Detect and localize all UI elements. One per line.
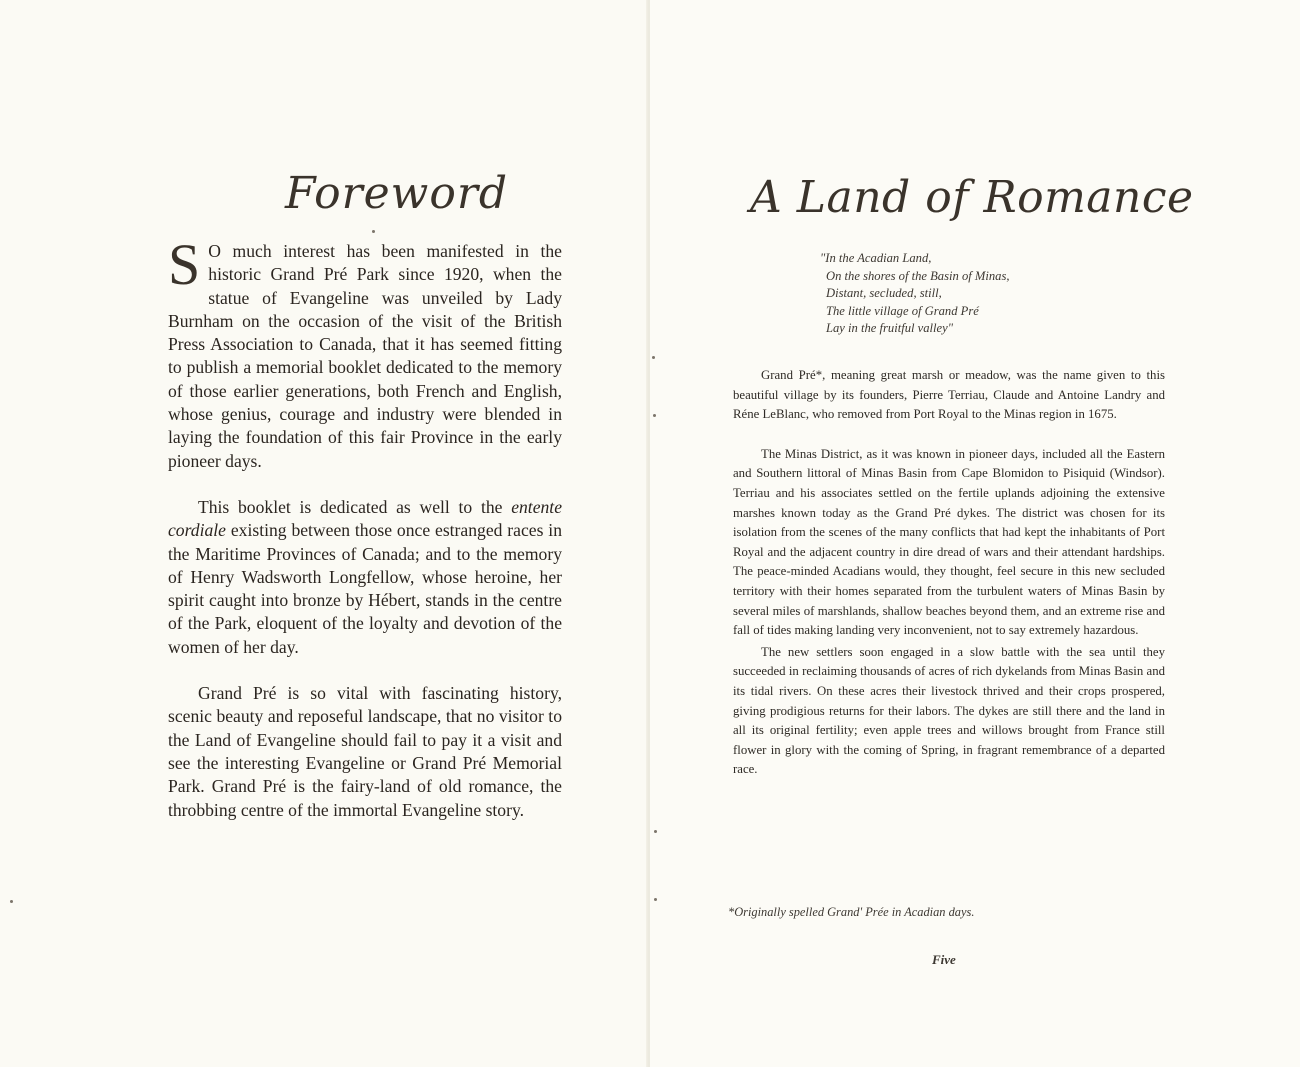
print-speck <box>10 900 13 903</box>
drop-cap: S <box>168 232 201 297</box>
page-number: Five <box>932 952 956 967</box>
poem-quote <box>820 250 1010 338</box>
entente-cordiale-emphasis: entente cordiale <box>168 496 562 541</box>
foreword-body <box>168 232 562 822</box>
history-paragraph-3: The new settlers soon engaged in a slow battle with the sea until they succeeded in reclaiming thousands of acres of rich dykelands from Minas Basin and its tidal rivers. On these acres their livestock thrived and their crops prospered, giving prodigious returns for their labors. The dykes are still there and the land in all its original fertility; even apple trees and willows brought from France still flower in glory with the coming of Spring, in fragrant remembrance of a departed race. <box>733 644 1165 777</box>
foreword-paragraph-2 <box>168 496 562 659</box>
poem-line: Distant, secluded, still, <box>826 286 942 301</box>
print-speck <box>654 898 657 901</box>
footnote: *Originally spelled Grand' Prée in Acadian days. <box>728 905 975 919</box>
left-page <box>0 0 648 1067</box>
history-paragraph-2: The Minas District, as it was known in pioneer days, included all the Eastern and Southern littoral of Minas Basin from Cape Blomidon to Pisiquid (Windsor). Terriau and his associates settled on the fertile uplands adjoining the extensive marshes known today as the Grand Pré dykes. The district was chosen for its isolation from the scenes of the many conflicts that had kept the inhabitants of Port Royal and the adjacent country in dire dread of wars and their attendant hardships. The peace-minded Acadians would, they thought, feel secure in this new secluded territory with their homes separated from the turbulent waters of Minas Basin by several miles of marshlands, shallow beaches beyond them, and an extreme rise and fall of tides making landing very inconvenient, not to say extremely hazardous. <box>733 446 1165 638</box>
history-paragraph-1: Grand Pré*, meaning great marsh or meadow, was the name given to this beautiful village by its founders, Pierre Terriau, Claude and Antoine Landry and Réne LeBlanc, who removed from Port Royal to the Minas region in 1675. <box>733 368 1165 422</box>
foreword-paragraph-1 <box>168 232 562 473</box>
right-page <box>650 0 1300 1067</box>
foreword-paragraph-1-text: O much interest has been manifested in the historic Grand Pré Park since 1920, when the statue of Evangeline was unveiled by Lady Burnham on the occasion of the visit of the British Press Association to Canada, that it has seemed fitting to publish a memorial booklet dedicated to the memory of those earlier generations, both French and English, whose genius, courage and industry were blended in laying the foundation of this fair Province in the early pioneer days. <box>168 241 562 471</box>
poem-line: "In the Acadian Land, <box>820 251 932 265</box>
print-speck <box>372 230 375 233</box>
print-speck <box>652 356 655 359</box>
poem-line: The little village of Grand Pré <box>826 303 979 318</box>
foreword-paragraph-2-end: existing between those once estranged races in the Maritime Provinces of Canada; and to the memory of Henry Wadsworth Longfellow, whose heroine, her spirit caught into bronze by Hébert, stands in the centre of the Park, eloquent of the loyalty and devotion of the women of her day. <box>168 520 562 657</box>
foreword-paragraph-3: Grand Pré is so vital with fascinating history, scenic beauty and reposeful landscape, that no visitor to the Land of Evangeline should fail to pay it a visit and see the interesting Evangeline or Grand Pré Memorial Park. Grand Pré is the fairy-land of old romance, the throbbing centre of the immortal Evangeline story. <box>168 683 562 820</box>
foreword-title: Foreword <box>285 168 509 219</box>
land-of-romance-title: A Land of Romance <box>750 172 1194 223</box>
poem-line: On the shores of the Basin of Minas, <box>826 268 1010 283</box>
history-body <box>733 366 1165 780</box>
print-speck <box>654 830 657 833</box>
foreword-paragraph-2-start: This booklet is dedicated as well to the <box>198 496 512 517</box>
poem-line: Lay in the fruitful valley" <box>826 321 954 336</box>
print-speck <box>653 414 656 417</box>
